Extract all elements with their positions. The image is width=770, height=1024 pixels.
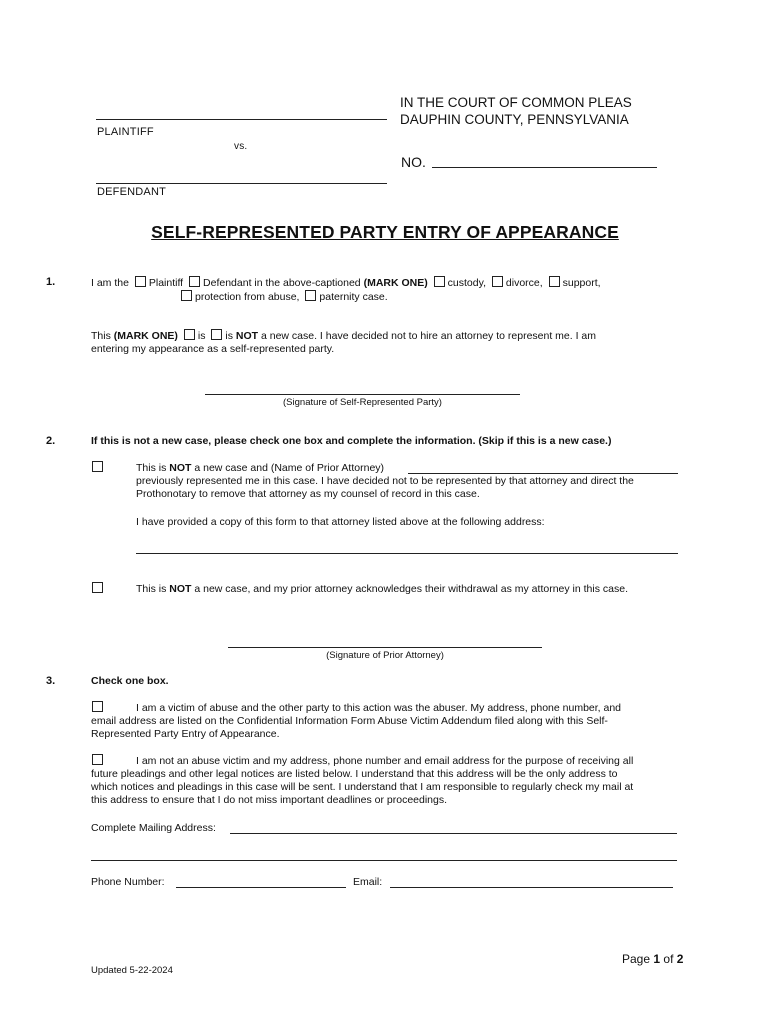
updated-date: Updated 5-22-2024 xyxy=(91,965,173,976)
prior-attorney-signature-line xyxy=(228,647,542,648)
not-abuse-victim-line1: I am not an abuse victim and my address, phone number and email address for the purpose of receiving all xyxy=(136,755,634,767)
phone-number-label: Phone Number: xyxy=(91,876,165,888)
plaintiff-label: PLAINTIFF xyxy=(97,126,154,138)
abuse-victim-line2: email address are listed on the Confidential Information Form Abuse Victim Addendum filed along with this Self- xyxy=(91,715,608,727)
section-1-case-type-line2 xyxy=(178,290,388,305)
docket-number-label: NO. xyxy=(401,154,426,170)
support-label: support, xyxy=(562,277,601,289)
prior-attorney-withdrawal-checkbox[interactable] xyxy=(92,582,103,593)
section-1-appearance-text: entering my appearance as a self-represented party. xyxy=(91,343,335,355)
page-number: 1 xyxy=(653,952,661,966)
defendant-label: DEFENDANT xyxy=(97,186,167,198)
page-word: Page xyxy=(622,952,651,966)
copy-provided-text: I have provided a copy of this form to that attorney listed above at the following address: xyxy=(136,516,545,528)
email-label: Email: xyxy=(353,876,383,888)
section-3-heading: Check one box. xyxy=(91,675,169,687)
document-title: SELF-REPRESENTED PARTY ENTRY OF APPEARANCE xyxy=(151,222,619,242)
section-3-number: 3. xyxy=(46,675,56,687)
this-text: This xyxy=(91,330,111,342)
opt1-rest-text: a new case and (Name of Prior Attorney) xyxy=(194,462,385,474)
prior-attorney-removed-checkbox[interactable] xyxy=(92,461,103,472)
phone-number-field[interactable] xyxy=(176,887,346,888)
new-case-rest-text: a new case. I have decided not to hire an attorney to represent me. I am xyxy=(260,330,597,342)
custody-checkbox[interactable] xyxy=(434,276,445,287)
i-am-the-text: I am the xyxy=(91,277,129,289)
not-abuse-victim-line3: which notices and pleadings in this case will be sent. I understand that I am responsible to regularly check my mail at xyxy=(91,781,634,793)
of-word: of xyxy=(663,952,674,966)
prior-attorney-line3: Prothonotary to remove that attorney as my counsel of record in this case. xyxy=(136,488,480,500)
pfa-label: protection from abuse, xyxy=(195,291,300,303)
not-abuse-victim-checkbox[interactable] xyxy=(92,754,103,765)
not-abuse-victim-line2: future pleadings and other legal notices are listed below. I understand that this address will be the only address to xyxy=(91,768,618,780)
plaintiff-checkbox[interactable] xyxy=(135,276,146,287)
defendant-option-label: Defendant in the above-captioned xyxy=(203,277,361,289)
paternity-label: paternity case. xyxy=(319,291,388,303)
paternity-checkbox[interactable] xyxy=(305,290,316,301)
support-checkbox[interactable] xyxy=(549,276,560,287)
is-not-label-prefix: is xyxy=(225,330,233,342)
custody-label: custody, xyxy=(447,277,486,289)
is-not-label-not: NOT xyxy=(235,330,259,342)
court-name: IN THE COURT OF COMMON PLEAS xyxy=(400,95,632,110)
not-abuse-victim-line4: this address to ensure that I do not miss important deadlines or proceedings. xyxy=(91,794,448,806)
prior-attorney-address-line xyxy=(136,553,678,554)
mark-one-label: (MARK ONE) xyxy=(363,277,428,289)
abuse-victim-checkbox[interactable] xyxy=(92,701,103,712)
pfa-checkbox[interactable] xyxy=(181,290,192,301)
mailing-address-field-line2[interactable] xyxy=(91,860,677,861)
versus-label: vs. xyxy=(234,141,248,152)
plaintiff-option-label: Plaintiff xyxy=(148,277,184,289)
prior-attorney-signature-label: (Signature of Prior Attorney) xyxy=(326,650,444,661)
opt1-pre-text: This is xyxy=(136,462,167,474)
is-new-case-checkbox[interactable] xyxy=(184,329,195,340)
court-county: DAUPHIN COUNTY, PENNSYLVANIA xyxy=(400,112,629,127)
divorce-checkbox[interactable] xyxy=(492,276,503,287)
opt1-not-text: NOT xyxy=(169,462,192,474)
divorce-label: divorce, xyxy=(505,277,543,289)
mark-one-label-2: (MARK ONE) xyxy=(113,330,178,342)
email-field[interactable] xyxy=(390,887,673,888)
section-2-number: 2. xyxy=(46,435,56,447)
docket-number-line xyxy=(432,167,657,168)
is-label: is xyxy=(197,330,206,342)
section-1-new-case-line xyxy=(91,329,596,344)
opt2-pre-text: This is xyxy=(136,583,167,595)
prior-attorney-line2: previously represented me in this case. I have decided not to be represented by that attorney and direct the xyxy=(136,475,634,487)
opt2-not-text: NOT xyxy=(169,583,192,595)
mailing-address-field[interactable] xyxy=(230,833,677,834)
self-rep-signature-line xyxy=(205,394,520,395)
abuse-victim-line3: Represented Party Entry of Appearance. xyxy=(91,728,280,740)
page-total: 2 xyxy=(676,952,684,966)
abuse-victim-line1: I am a victim of abuse and the other party to this action was the abuser. My address, phone number, and xyxy=(136,702,622,714)
section-1-party-line xyxy=(91,276,601,291)
section-2-heading: If this is not a new case, please check one box and complete the information. (Skip if this is a new case.) xyxy=(91,435,612,447)
mailing-address-label: Complete Mailing Address: xyxy=(91,822,216,834)
opt2-rest-text: a new case, and my prior attorney acknowledges their withdrawal as my attorney in this case. xyxy=(194,583,628,595)
page-indicator xyxy=(622,952,683,966)
is-not-new-case-checkbox[interactable] xyxy=(211,329,222,340)
prior-attorney-name-line xyxy=(408,473,678,474)
withdrawal-option-text xyxy=(136,583,628,597)
defendant-line xyxy=(96,183,387,184)
section-1-number: 1. xyxy=(46,276,56,288)
defendant-checkbox[interactable] xyxy=(189,276,200,287)
prior-attorney-line1 xyxy=(136,462,384,476)
self-rep-signature-label: (Signature of Self-Represented Party) xyxy=(283,397,442,408)
plaintiff-line xyxy=(96,119,387,120)
